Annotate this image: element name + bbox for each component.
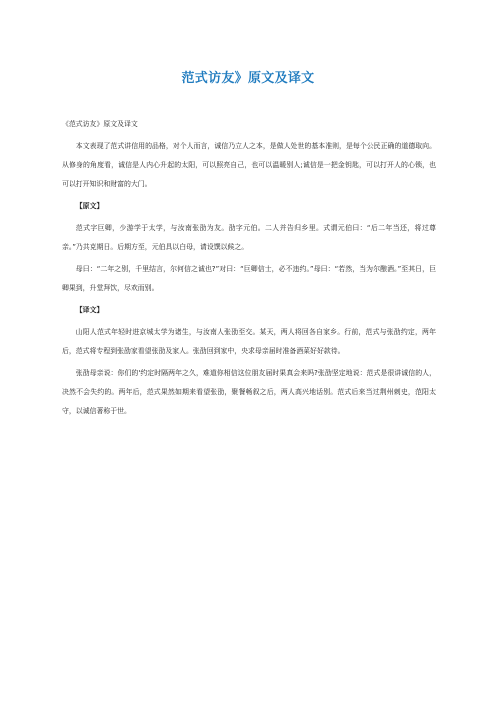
- subtitle: 《范式访友》原文及译文: [62, 120, 138, 128]
- document-body: [62, 115, 436, 424]
- page-title: 范式访友》原文及译文: [181, 71, 315, 86]
- original-heading: 【原文】: [75, 202, 104, 210]
- translation-heading: 【译文】: [75, 306, 104, 314]
- original-paragraph-2: 母曰：“二年之别，千里结言，尔何信之诚也?”对曰：“巨卿信士，必不违约。”母曰：“若然，当为尔酿酒。”至其日，巨卿果到，升堂拜饮，尽欢而别。: [62, 265, 436, 292]
- translation-paragraph-1: 山阳人范式年轻时进京城太学为诸生，与汝南人张劭至交。某天，两人将回各自家乡。行前，范式与张劭约定，两年后，范式将专程到张劭家看望张劭及家人。张劭回到家中，央求母亲届时准备酒菜好好款待。: [62, 328, 436, 355]
- translation-paragraph-2: 张劭母亲说：你们的'约定时隔两年之久，难道你相信这位朋友届时果真会来吗?张劭坚定地说：范式是很讲诚信的人，决然不会失约的。两年后，范式果然如期来看望张劭，聚餐畅叙之后，两人高兴地话别。范式后来当过荆州刺史，范阳太守，以诚信著称于世。: [62, 369, 436, 415]
- original-paragraph-1: 范式字巨卿，少游学于太学，与汝南张劭为友。劭字元伯。二人并告归乡里。式谓元伯曰：“后二年当还，将过尊亲。”乃共克期日。后期方至，元伯具以白母，请设馔以候之。: [62, 224, 436, 251]
- intro-paragraph: 本文表现了范式讲信用的品格，对个人而言，诚信乃立人之本，是做人处世的基本准则，是每个公民正确的道德取向。从修身的角度看，诚信是人内心升起的太阳，可以照亮自己，也可以温暖别人;诚信是一把金钥匙，可以打开人的心锁，也可以打开知识和财富的大门。: [62, 142, 436, 188]
